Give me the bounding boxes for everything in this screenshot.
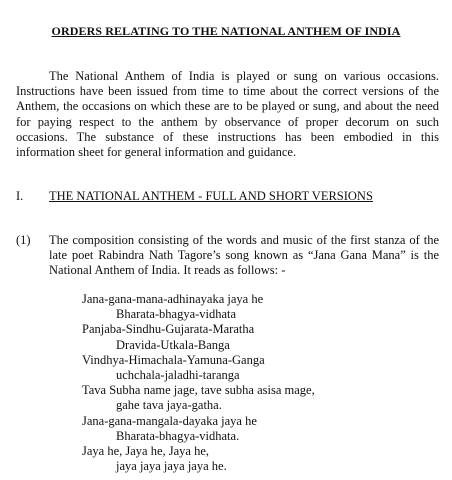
section-heading: THE NATIONAL ANTHEM - FULL AND SHORT VERSIONS: [49, 189, 373, 203]
paragraph-number: (1): [16, 233, 31, 247]
anthem-line: uchchala-jaladhi-taranga: [116, 367, 240, 382]
anthem-line: Vindhya-Himachala-Yamuna-Ganga: [82, 352, 265, 367]
anthem-line: Tava Subha name jage, tave subha asisa mage,: [82, 383, 315, 398]
intro-paragraph: The National Anthem of India is played or sung on various occasions. Instructions have been issued from time to time about the correct versions of the Anthem, the occasions on which these are to be played or sung, and about the need for paying respect to the anthem by observance of proper decorum on such occasions. The substance of these instructions has been embodied in this information sheet for general information and guidance.: [16, 69, 439, 160]
anthem-verse: [82, 292, 315, 474]
anthem-line: gahe tava jaya-gatha.: [116, 398, 222, 413]
section-number: I.: [16, 189, 24, 203]
anthem-line: Bharata-bhagya-vidhata: [116, 307, 237, 322]
anthem-line: Dravida-Utkala-Banga: [116, 337, 230, 352]
anthem-line: Panjaba-Sindhu-Gujarata-Maratha: [82, 322, 255, 337]
anthem-line: Jana-gana-mana-adhinayaka jaya he: [82, 292, 264, 306]
document-title: ORDERS RELATING TO THE NATIONAL ANTHEM OF INDIA: [51, 24, 401, 38]
anthem-line: jaya jaya jaya jaya he.: [116, 459, 227, 474]
anthem-line: Jana-gana-mangala-dayaka jaya he: [82, 413, 257, 428]
anthem-line: Jaya he, Jaya he, Jaya he,: [82, 443, 210, 458]
paragraph-text: The composition consisting of the words and music of the first stanza of the late poet Rabindra Nath Tagore’s song known as “Jana Gana Mana” is the National Anthem of India. It reads as follows: -: [49, 233, 439, 278]
anthem-line: Bharata-bhagya-vidhata.: [116, 428, 240, 443]
